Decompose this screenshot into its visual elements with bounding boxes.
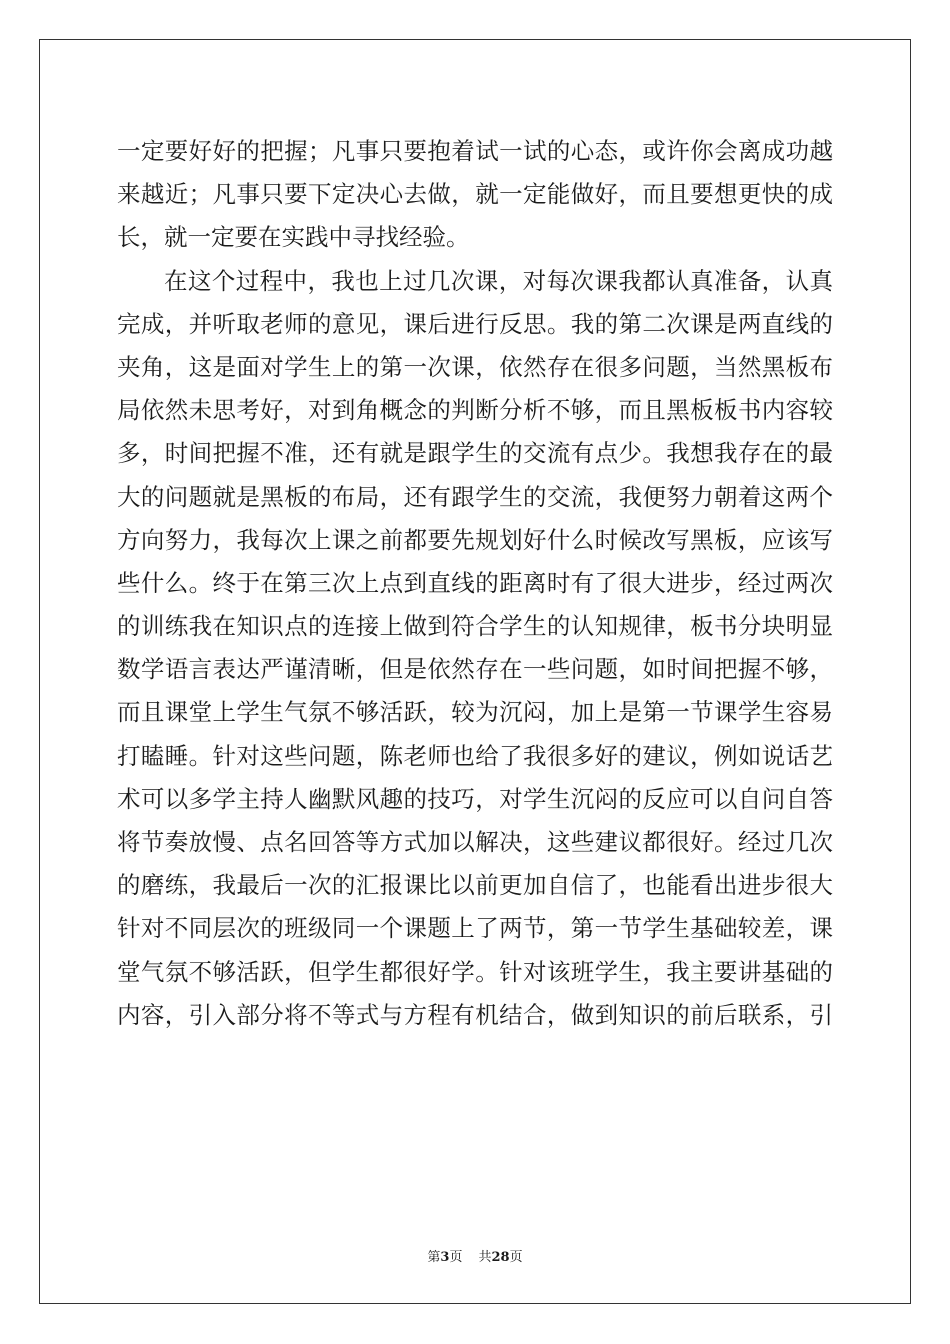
footer-page-suffix: 页: [449, 1250, 463, 1265]
footer-page-prefix: 第: [427, 1250, 441, 1265]
text-line: 将节奏放慢、点名回答等方式加以解决，这些建议都很好。经过几次: [117, 828, 833, 856]
text-line: 大的问题就是黑板的布局，还有跟学生的交流，我便努力朝着这两个: [117, 482, 833, 511]
text-line: 针对不同层次的班级同一个课题上了两节，第一节学生基础较差，课: [117, 914, 833, 943]
footer-total-suffix: 页: [509, 1250, 523, 1265]
document-body: [117, 130, 833, 1037]
text-line: 在这个过程中，我也上过几次课，对每次课我都认真准备，认真: [164, 266, 833, 295]
text-line: 局依然未思考好，对到角概念的判断分析不够，而且黑板板书内容较: [117, 396, 833, 425]
text-line: 的磨练，我最后一次的汇报课比以前更加自信了，也能看出进步很大: [117, 871, 833, 900]
text-line: 长，就一定要在实践中寻找经验。: [117, 223, 470, 252]
paragraph: [117, 130, 833, 260]
text-line: 的训练我在知识点的连接上做到符合学生的认知规律，板书分块明显: [117, 612, 833, 641]
text-line: 些什么。终于在第三次上点到直线的距离时有了很大进步，经过两次: [117, 568, 833, 597]
text-line: 堂气氛不够活跃，但学生都很好学。针对该班学生，我主要讲基础的: [117, 957, 833, 986]
text-line: 多，时间把握不准，还有就是跟学生的交流有点少。我想我存在的最: [117, 439, 833, 468]
paragraph: [117, 260, 833, 1037]
text-line: 数学语言表达严谨清晰，但是依然存在一些问题，如时间把握不够，: [117, 655, 833, 684]
footer-total-pages: 28: [491, 1250, 510, 1265]
text-line: 一定要好好的把握；凡事只要抱着试一试的心态，或许你会离成功越: [117, 137, 833, 165]
text-line: 内容，引入部分将不等式与方程有机结合，做到知识的前后联系，引: [117, 1000, 833, 1029]
text-line: 夹角，这是面对学生上的第一次课，依然存在很多问题，当然黑板布: [117, 352, 833, 381]
text-line: 而且课堂上学生气氛不够活跃，较为沉闷，加上是第一节课学生容易: [117, 698, 833, 727]
page-footer: [0, 1246, 950, 1265]
text-line: 方向努力，我每次上课之前都要先规划好什么时候改写黑板，应该写: [117, 525, 833, 554]
text-line: 来越近；凡事只要下定决心去做，就一定能做好，而且要想更快的成: [117, 180, 833, 209]
text-line: 打瞌睡。针对这些问题，陈老师也给了我很多好的建议，例如说话艺: [117, 741, 833, 770]
text-line: 术可以多学主持人幽默风趣的技巧，对学生沉闷的反应可以自问自答: [117, 784, 833, 813]
footer-total-prefix: 共: [478, 1250, 492, 1265]
footer-page-number: 3: [440, 1250, 450, 1265]
text-line: 完成，并听取老师的意见，课后进行反思。我的第二次课是两直线的: [117, 309, 833, 338]
